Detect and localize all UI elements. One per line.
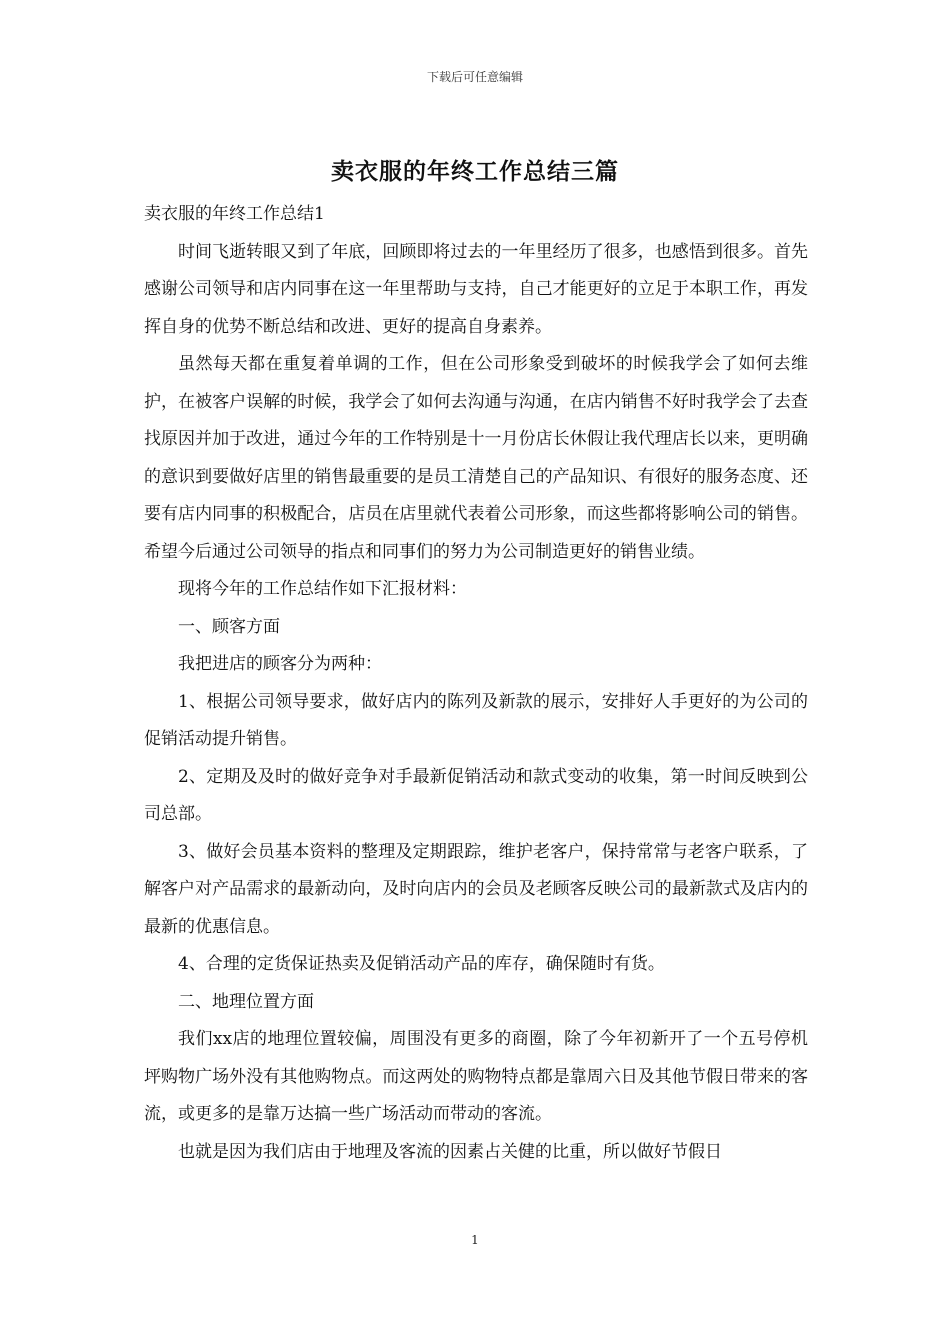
document-title: 卖衣服的年终工作总结三篇 bbox=[331, 158, 619, 185]
list-item: 1、根据公司领导要求，做好店内的陈列及新款的展示，安排好人手更好的为公司的促销活动提升销售。 bbox=[144, 691, 808, 749]
subsection-heading: 二、地理位置方面 bbox=[178, 991, 314, 1012]
list-item: 4、合理的定货保证热卖及促销活动产品的库存，确保随时有货。 bbox=[178, 954, 665, 974]
page-number: 1 bbox=[471, 1233, 479, 1247]
paragraph: 也就是因为我们店由于地理及客流的因素占关健的比重，所以做好节假日 bbox=[178, 1141, 722, 1162]
subsection-heading: 一、顾客方面 bbox=[178, 616, 280, 637]
paragraph: 现将今年的工作总结作如下汇报材料： bbox=[178, 579, 467, 599]
paragraph: 时间飞逝转眼又到了年底，回顾即将过去的一年里经历了很多，也感悟到很多。首先感谢公司领导和店内同事在这一年里帮助与支持，自己才能更好的立足于本职工作，再发挥自身的优势不断总结和改进、更好的提高自身素养。 bbox=[144, 241, 808, 337]
section-heading: 卖衣服的年终工作总结1 bbox=[144, 204, 325, 224]
paragraph: 我们xx店的地理位置较偏，周围没有更多的商圈，除了今年初新开了一个五号停机坪购物广场外没有其他购物点。而这两处的购物特点都是靠周六日及其他节假日带来的客流，或更多的是靠万达搞一些广场活动而带动的客流。 bbox=[144, 1029, 808, 1124]
document-body bbox=[144, 196, 808, 1171]
list-item: 3、做好会员基本资料的整理及定期跟踪，维护老客户，保持常常与老客户联系，了解客户对产品需求的最新动向，及时向店内的会员及老顾客反映公司的最新款式及店内的最新的优惠信息。 bbox=[144, 841, 808, 937]
header-note: 下载后可任意编辑 bbox=[426, 70, 523, 84]
list-item: 2、定期及及时的做好竞争对手最新促销活动和款式变动的收集，第一时间反映到公司总部。 bbox=[144, 766, 808, 824]
paragraph: 我把进店的顾客分为两种： bbox=[178, 654, 382, 674]
paragraph: 虽然每天都在重复着单调的工作，但在公司形象受到破坏的时候我学会了如何去维护，在被客户误解的时候，我学会了如何去沟通与沟通，在店内销售不好时我学会了去查找原因并加于改进，通过今年的工作特别是十一月份店长休假让我代理店长以来，更明确的意识到要做好店里的销售最重要的是员工清楚自己的产品知识、有很好的服务态度、还要有店内同事的积极配合，店员在店里就代表着公司形象，而这些都将影响公司的销售。希望今后通过公司领导的指点和同事们的努力为公司制造更好的销售业绩。 bbox=[144, 354, 808, 562]
